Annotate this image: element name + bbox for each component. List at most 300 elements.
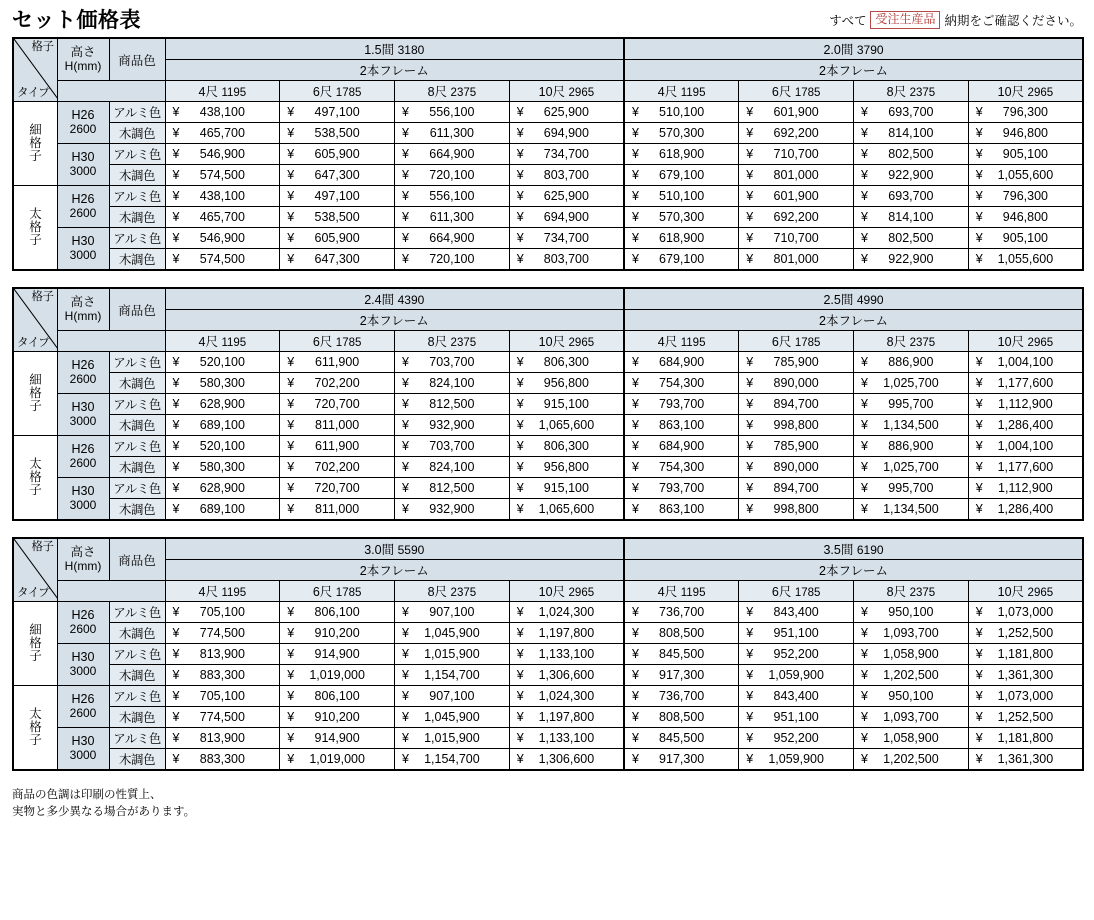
price-cell (280, 415, 395, 436)
price-value: 546,900 (199, 147, 245, 161)
price-cell (395, 478, 510, 499)
table-row (13, 102, 1083, 123)
yen-symbol: ¥ (861, 460, 868, 474)
price-cell (624, 499, 739, 521)
price-cell (739, 249, 854, 271)
price-value: 647,300 (314, 168, 360, 182)
product-color-cell: アルミ色 (109, 436, 165, 457)
yen-symbol: ¥ (975, 460, 983, 474)
lattice-type-char: 子 (29, 483, 42, 498)
yen-symbol: ¥ (516, 752, 524, 766)
page-title: セット価格表 (12, 9, 141, 32)
yen-symbol: ¥ (402, 147, 409, 161)
lattice-type-cell (13, 602, 57, 686)
yen-symbol: ¥ (402, 105, 409, 119)
width-header (624, 331, 739, 352)
corner-label-type: 格子 (31, 41, 54, 53)
yen-symbol: ¥ (746, 376, 754, 390)
yen-symbol: ¥ (287, 168, 295, 182)
width-shaku: 6尺 (771, 335, 792, 349)
price-value: 950,100 (888, 605, 934, 619)
width-mm: 1195 (680, 337, 706, 349)
price-cell (968, 457, 1083, 478)
price-cell (280, 623, 395, 644)
width-shaku: 6尺 (312, 335, 333, 349)
product-color-cell: アルミ色 (109, 228, 165, 249)
price-cell (854, 665, 969, 686)
price-value: 570,300 (659, 210, 705, 224)
price-cell (395, 415, 510, 436)
price-cell (165, 602, 280, 623)
table-row (13, 415, 1083, 436)
price-cell (624, 623, 739, 644)
span-mm: 3790 (856, 43, 884, 57)
product-color-cell: 木調色 (109, 123, 165, 144)
made-to-order-badge: 受注生産品 (870, 11, 940, 28)
price-value: 664,900 (429, 231, 475, 245)
price-cell (968, 686, 1083, 707)
price-value: 720,100 (429, 168, 475, 182)
height-cell (57, 228, 109, 271)
price-value: 1,252,500 (997, 626, 1054, 640)
price-value: 905,100 (1002, 231, 1048, 245)
price-cell (280, 478, 395, 499)
product-color-cell: 木調色 (109, 165, 165, 186)
width-shaku: 4尺 (198, 585, 218, 599)
price-value: 465,700 (199, 126, 245, 140)
price-cell (968, 123, 1083, 144)
yen-symbol: ¥ (402, 355, 409, 369)
width-shaku: 10尺 (997, 585, 1025, 599)
height-header-unit: H(mm) (64, 308, 102, 323)
price-cell (739, 207, 854, 228)
price-cell (165, 707, 280, 728)
price-cell (739, 749, 854, 771)
price-cell (968, 602, 1083, 623)
width-header (165, 81, 280, 102)
price-value: 705,100 (199, 689, 245, 703)
yen-symbol: ¥ (861, 231, 868, 245)
yen-symbol: ¥ (975, 502, 983, 516)
height-cell (57, 102, 109, 144)
price-cell (968, 186, 1083, 207)
product-color-cell: アルミ色 (109, 394, 165, 415)
width-mm: 2965 (568, 337, 595, 349)
price-value: 1,361,300 (997, 752, 1054, 766)
yen-symbol: ¥ (975, 376, 983, 390)
price-cell (280, 436, 395, 457)
price-cell (739, 499, 854, 521)
height-mm: 3000 (69, 747, 97, 762)
yen-symbol: ¥ (516, 376, 524, 390)
yen-symbol: ¥ (402, 752, 409, 766)
width-header (739, 81, 854, 102)
corner-label-type-2: タイプ (17, 586, 50, 599)
price-value: 785,900 (773, 355, 819, 369)
yen-symbol: ¥ (402, 210, 409, 224)
price-value: 618,900 (659, 231, 705, 245)
price-cell (854, 623, 969, 644)
price-value: 932,900 (429, 418, 475, 432)
yen-symbol: ¥ (861, 605, 868, 619)
height-mm: 2600 (69, 455, 97, 470)
height-name: H26 (71, 442, 95, 457)
price-value: 684,900 (659, 439, 705, 453)
yen-symbol: ¥ (402, 168, 409, 182)
width-mm: 2375 (909, 337, 936, 349)
yen-symbol: ¥ (516, 460, 524, 474)
yen-symbol: ¥ (746, 481, 754, 495)
yen-symbol: ¥ (516, 668, 524, 682)
lattice-type-char: 太 (29, 706, 42, 721)
yen-symbol: ¥ (287, 147, 295, 161)
yen-symbol: ¥ (516, 731, 524, 745)
price-cell (395, 102, 510, 123)
note-prefix: すべて (829, 14, 867, 28)
price-value: 692,200 (773, 126, 819, 140)
product-color-spacer (57, 331, 165, 352)
price-cell (854, 123, 969, 144)
span-name: 3.0間 (364, 543, 395, 557)
yen-symbol: ¥ (402, 710, 409, 724)
price-cell (739, 144, 854, 165)
price-cell (624, 373, 739, 394)
price-cell (854, 457, 969, 478)
yen-symbol: ¥ (287, 210, 295, 224)
price-cell (739, 415, 854, 436)
yen-symbol: ¥ (861, 502, 868, 516)
price-value: 894,700 (773, 481, 819, 495)
price-value: 922,900 (888, 252, 934, 266)
footnote-line-2: 実物と多少異なる場合があります。 (12, 806, 196, 819)
price-cell (395, 352, 510, 373)
price-cell (624, 228, 739, 249)
price-value: 1,252,500 (997, 710, 1054, 724)
price-cell (395, 686, 510, 707)
price-value: 702,200 (314, 460, 360, 474)
table-row (13, 623, 1083, 644)
table-row (13, 207, 1083, 228)
yen-symbol: ¥ (975, 147, 983, 161)
product-color-cell: アルミ色 (109, 186, 165, 207)
price-cell (395, 249, 510, 271)
price-value: 693,700 (888, 105, 934, 119)
price-value: 863,100 (659, 502, 705, 516)
price-cell (165, 436, 280, 457)
price-cell (624, 123, 739, 144)
price-cell (624, 207, 739, 228)
price-value: 694,900 (543, 126, 589, 140)
width-header (968, 81, 1083, 102)
price-cell (739, 436, 854, 457)
price-value: 824,100 (429, 460, 475, 474)
frame-header: 2本フレーム (165, 310, 624, 331)
yen-symbol: ¥ (632, 752, 639, 766)
yen-symbol: ¥ (861, 147, 868, 161)
price-value: 1,181,800 (997, 647, 1054, 661)
height-name: H26 (71, 358, 95, 373)
price-value: 510,100 (659, 189, 705, 203)
yen-symbol: ¥ (975, 647, 983, 661)
yen-symbol: ¥ (975, 710, 983, 724)
yen-symbol: ¥ (746, 126, 754, 140)
price-cell (165, 394, 280, 415)
price-value: 1,073,000 (997, 605, 1054, 619)
price-cell (280, 228, 395, 249)
lattice-type-char: 細 (29, 622, 42, 637)
price-value: 811,000 (314, 502, 360, 516)
price-value: 774,500 (199, 710, 245, 724)
yen-symbol: ¥ (172, 481, 180, 495)
table-row (13, 728, 1083, 749)
price-cell (624, 144, 739, 165)
price-value: 647,300 (314, 252, 360, 266)
yen-symbol: ¥ (632, 710, 639, 724)
width-mm: 1785 (335, 587, 362, 599)
price-cell (280, 373, 395, 394)
lattice-type-char: 太 (29, 456, 42, 471)
price-cell (854, 499, 969, 521)
yen-symbol: ¥ (172, 710, 180, 724)
price-cell (509, 186, 624, 207)
price-cell (165, 728, 280, 749)
yen-symbol: ¥ (402, 460, 409, 474)
width-header (739, 331, 854, 352)
width-header (854, 81, 969, 102)
yen-symbol: ¥ (861, 626, 868, 640)
price-value: 951,100 (773, 710, 819, 724)
yen-symbol: ¥ (287, 376, 295, 390)
price-value: 754,300 (659, 376, 705, 390)
price-value: 611,300 (429, 126, 474, 140)
width-shaku: 4尺 (198, 85, 218, 99)
price-cell (280, 602, 395, 623)
yen-symbol: ¥ (402, 502, 409, 516)
yen-symbol: ¥ (975, 210, 983, 224)
price-cell (624, 728, 739, 749)
table-row (13, 478, 1083, 499)
price-value: 1,055,600 (997, 168, 1054, 182)
width-header (854, 581, 969, 602)
price-value: 946,800 (1002, 210, 1048, 224)
product-color-header: 商品色 (109, 288, 165, 331)
price-value: 1,059,900 (768, 752, 824, 766)
yen-symbol: ¥ (746, 626, 754, 640)
yen-symbol: ¥ (975, 252, 983, 266)
price-value: 580,300 (199, 376, 245, 390)
price-cell (854, 602, 969, 623)
price-cell (968, 665, 1083, 686)
product-color-cell: アルミ色 (109, 144, 165, 165)
yen-symbol: ¥ (516, 210, 524, 224)
yen-symbol: ¥ (861, 689, 868, 703)
price-value: 910,200 (314, 710, 360, 724)
product-color-cell: 木調色 (109, 373, 165, 394)
yen-symbol: ¥ (172, 210, 180, 224)
price-value: 863,100 (659, 418, 705, 432)
price-cell (624, 249, 739, 271)
price-value: 812,500 (429, 481, 475, 495)
price-cell (854, 102, 969, 123)
price-cell (280, 123, 395, 144)
price-value: 883,300 (199, 668, 245, 682)
yen-symbol: ¥ (632, 647, 639, 661)
price-cell (395, 207, 510, 228)
price-cell (509, 686, 624, 707)
price-cell (509, 415, 624, 436)
yen-symbol: ¥ (746, 502, 754, 516)
yen-symbol: ¥ (287, 231, 295, 245)
price-value: 601,900 (773, 105, 819, 119)
page-header (12, 10, 1082, 31)
price-cell (624, 686, 739, 707)
price-cell (165, 249, 280, 271)
yen-symbol: ¥ (861, 126, 868, 140)
price-cell (280, 102, 395, 123)
width-shaku: 10尺 (538, 85, 566, 99)
yen-symbol: ¥ (516, 647, 524, 661)
yen-symbol: ¥ (746, 710, 754, 724)
price-cell (395, 394, 510, 415)
price-value: 952,200 (773, 647, 819, 661)
span-header (624, 288, 1083, 310)
price-value: 694,900 (543, 210, 589, 224)
width-shaku: 6尺 (771, 585, 792, 599)
price-value: 605,900 (314, 147, 360, 161)
price-cell (624, 457, 739, 478)
span-mm: 4390 (397, 293, 425, 307)
price-cell (968, 728, 1083, 749)
price-value: 890,000 (773, 376, 819, 390)
yen-symbol: ¥ (746, 647, 754, 661)
height-header (57, 288, 109, 331)
price-cell (395, 144, 510, 165)
width-mm: 2965 (568, 87, 595, 99)
price-cell (509, 102, 624, 123)
yen-symbol: ¥ (746, 252, 754, 266)
yen-symbol: ¥ (516, 626, 524, 640)
width-header (280, 331, 395, 352)
price-cell (395, 457, 510, 478)
price-cell (395, 186, 510, 207)
price-value: 1,134,500 (883, 502, 939, 516)
price-cell (968, 749, 1083, 771)
price-value: 684,900 (659, 355, 705, 369)
yen-symbol: ¥ (632, 731, 639, 745)
price-cell (165, 415, 280, 436)
width-mm: 1785 (335, 87, 362, 99)
price-cell (165, 102, 280, 123)
frame-header: 2本フレーム (624, 310, 1083, 331)
height-mm: 2600 (69, 205, 97, 220)
footnote (12, 787, 1082, 822)
yen-symbol: ¥ (287, 397, 295, 411)
price-cell (968, 165, 1083, 186)
table-row (13, 665, 1083, 686)
span-name: 2.4間 (364, 293, 395, 307)
price-value: 520,100 (199, 355, 245, 369)
price-cell (968, 499, 1083, 521)
price-cell (509, 749, 624, 771)
price-value: 1,004,100 (997, 439, 1054, 453)
price-value: 801,000 (773, 252, 819, 266)
price-cell (509, 373, 624, 394)
lattice-type-char: 子 (29, 733, 42, 748)
width-mm: 1195 (680, 87, 706, 99)
price-cell (165, 373, 280, 394)
price-cell (624, 602, 739, 623)
yen-symbol: ¥ (632, 439, 639, 453)
yen-symbol: ¥ (402, 668, 409, 682)
height-cell (57, 644, 109, 686)
yen-symbol: ¥ (516, 231, 524, 245)
width-mm: 2375 (450, 587, 477, 599)
height-mm: 2600 (69, 621, 97, 636)
table-row (13, 228, 1083, 249)
width-mm: 2375 (450, 337, 477, 349)
yen-symbol: ¥ (975, 481, 983, 495)
height-mm: 3000 (69, 413, 97, 428)
price-value: 824,100 (429, 376, 475, 390)
yen-symbol: ¥ (632, 252, 639, 266)
product-color-cell: アルミ色 (109, 102, 165, 123)
yen-symbol: ¥ (746, 231, 754, 245)
height-name: H26 (71, 608, 95, 623)
height-mm: 2600 (69, 121, 97, 136)
price-cell (854, 415, 969, 436)
yen-symbol: ¥ (746, 689, 754, 703)
height-mm: 2600 (69, 371, 97, 386)
corner-label-type-2: タイプ (17, 86, 50, 99)
price-value: 998,800 (773, 418, 819, 432)
yen-symbol: ¥ (632, 189, 639, 203)
price-value: 734,700 (543, 147, 589, 161)
span-mm: 5590 (397, 543, 425, 557)
price-cell (509, 499, 624, 521)
height-cell (57, 602, 109, 644)
height-name: H26 (71, 192, 95, 207)
lattice-type-cell (13, 686, 57, 771)
price-cell (280, 749, 395, 771)
width-mm: 2965 (1027, 587, 1054, 599)
price-value: 886,900 (888, 439, 934, 453)
price-cell (739, 478, 854, 499)
price-value: 692,200 (773, 210, 819, 224)
price-value: 806,300 (543, 439, 589, 453)
yen-symbol: ¥ (172, 126, 180, 140)
width-mm: 1195 (221, 587, 247, 599)
price-table (12, 537, 1084, 771)
price-value: 843,400 (773, 605, 819, 619)
width-header (395, 81, 510, 102)
price-cell (280, 457, 395, 478)
price-cell (165, 123, 280, 144)
price-cell (624, 665, 739, 686)
price-value: 438,100 (199, 189, 245, 203)
price-cell (854, 707, 969, 728)
price-value: 793,700 (659, 481, 705, 495)
width-header (968, 331, 1083, 352)
yen-symbol: ¥ (402, 126, 409, 140)
yen-symbol: ¥ (861, 481, 868, 495)
yen-symbol: ¥ (287, 626, 295, 640)
price-value: 886,900 (888, 355, 934, 369)
price-cell (280, 686, 395, 707)
price-cell (739, 728, 854, 749)
span-name: 1.5間 (364, 43, 395, 57)
table-row (13, 165, 1083, 186)
table-row (13, 144, 1083, 165)
